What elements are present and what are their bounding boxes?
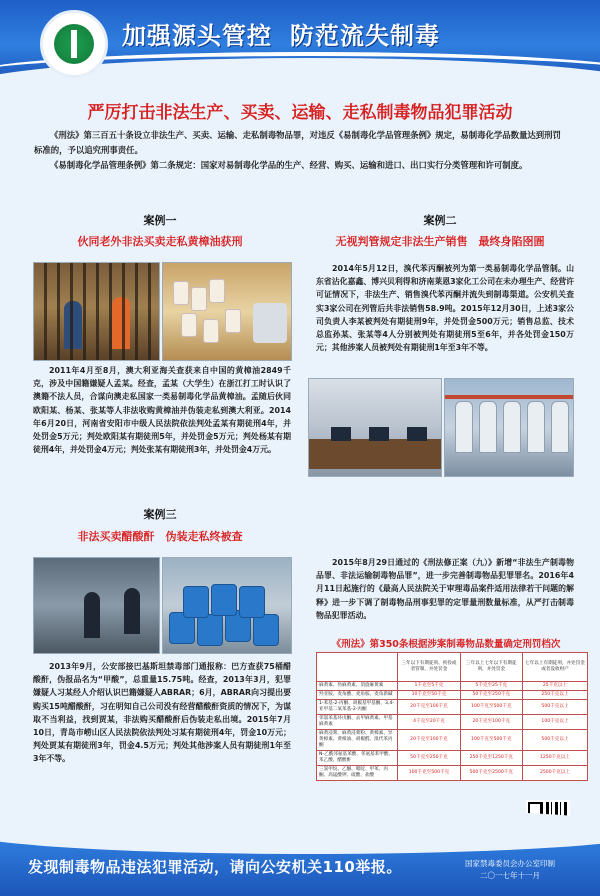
case-3-subtitle: 非法买卖醋酸酐 伪装走私终被查 xyxy=(77,530,243,543)
slogan-part-2: 防范流失制毒 xyxy=(290,21,440,50)
nncc-emblem-icon xyxy=(40,10,108,78)
table-row xyxy=(317,700,588,715)
issuer-info xyxy=(440,858,580,882)
table-cell: 500千克以上 xyxy=(522,700,587,715)
case-1-photo-bottles xyxy=(162,262,292,361)
table-cell: 2500千克以上 xyxy=(522,766,587,781)
table-cell: 5千克至25千克 xyxy=(460,682,522,691)
issuer-line-2: 二〇一七年十一月 xyxy=(480,871,540,880)
case-2-paragraph: 2014年5月12日，溴代苯丙酮被列为第一类易制毒化学品管制。山东省沾化嘉鑫、博兴贝利得和济南莱恩3家化工公司在未办理生产、经营许可证情况下，非法生产、销售溴代苯丙酮并流失到制毒渠道。公安机关查实3家公司在列管后共非法销售58.9吨。2015年12月30日，上述3家公司负责人李某被判处有期徒刑9年，并处罚金500万元；销售总监、技术总监孙某、张某等4人分别被判处有期徒刑5至6年，并各处罚金150万元；其他涉案人员被判处有期徒刑1年至3年不等。 xyxy=(316,264,574,353)
table-cell-substance: 麻黄素、伪麻黄素、消旋麻黄素 xyxy=(317,682,398,691)
page-title: 严厉打击非法生产、买卖、运输、走私制毒物品犯罪活动 xyxy=(87,103,513,123)
case-1-paragraph: 2011年4月至8月，澳大利亚海关查获来自中国的黄樟油2849千克，涉及中国籍嫌疑人孟某。经查，孟某（大学生）在浙江打工时认识了澳籍不法人员，合谋向澳走私国家一类易制毒化学品黄樟油。孟随后伙同欧阳某、杨某、张某等人非法收购黄樟油并伪装走私到澳大利亚。2014年6月20日，河南省安阳市中级人民法院依法判处孟某有期徒刑4年，并处罚金5万元；判处欧阳某有期徒刑5年，并处罚金5万元；判处杨某有期徒刑4年，并处罚金4万元；判处张某有期徒刑3年，并处罚金4万元。 xyxy=(33,366,291,455)
table-header-cell: 三年以上七年以下有期徒刑，并处罚金 xyxy=(460,653,522,682)
case-1-heading: 案例一 xyxy=(143,214,177,227)
amendment-text xyxy=(316,556,574,622)
case-2-photo-factory xyxy=(444,378,574,477)
table-cell-substance: 羟亚胺、麦角酸、麦角胺、麦角新碱 xyxy=(317,691,398,700)
penalty-table xyxy=(316,652,588,781)
case-3-heading: 案例三 xyxy=(143,508,177,521)
table-cell: 250千克以上 xyxy=(522,691,587,700)
case-1-photo-arrest xyxy=(33,262,160,361)
table-cell: 250千克至1250千克 xyxy=(460,751,522,766)
slogan-part-1: 加强源头管控 xyxy=(122,21,272,50)
intro-paragraph-1: 《刑法》第三百五十条设立非法生产、买卖、运输、走私制毒物品罪，对违反《易制毒化学品管理条例》规定，易制毒化学品数量达到刑罚标准的，予以追究刑事责任。 xyxy=(34,130,561,155)
table-cell: 20千克至100千克 xyxy=(398,730,460,751)
case-3-photo-suspect xyxy=(33,557,160,654)
footer-wave xyxy=(0,808,600,854)
table-cell-substance: 三氯甲烷、乙醚、哌啶、甲苯、丙酮、高锰酸钾、硫酸、盐酸 xyxy=(317,766,398,781)
table-row xyxy=(317,715,588,730)
table-title: 《刑法》第350条根据涉案制毒物品数量确定刑罚档次 xyxy=(331,639,561,650)
table-cell: 20千克至100千克 xyxy=(398,700,460,715)
case-2-heading: 案例二 xyxy=(423,214,457,227)
table-header-row xyxy=(317,653,588,682)
table-row xyxy=(317,682,588,691)
table-cell: 100千克至500千克 xyxy=(460,730,522,751)
table-cell: 10千克至50千克 xyxy=(398,691,460,700)
table-cell: 50千克至250千克 xyxy=(460,691,522,700)
table-row xyxy=(317,730,588,751)
issuer-line-1: 国家禁毒委员会办公室印制 xyxy=(465,859,555,868)
table-cell: 50千克至250千克 xyxy=(398,751,460,766)
intro-paragraph-2: 《易制毒化学品管理条例》第二条规定：国家对易制毒化学品的生产、经营、购买、运输和进口、出口实行分类管理和许可制度。 xyxy=(50,160,528,170)
case-3-text xyxy=(33,660,291,766)
table-row xyxy=(317,691,588,700)
case-3-paragraph: 2013年9月，公安部接巴基斯坦禁毒部门通报称：巴方查获75桶醋酸酐，伪报品名为“甲酸”，总重量15.75吨。经查，2013年3月，犯罪嫌疑人习某经人介绍认识巴籍嫌疑人ABRAR；6月，ABRAR向习提出要购买15吨醋酸酐，习在明知自己公司没有经营醋酸酐资质的情况下，为谋取不当利益，找到贾某，非法购买醋酸酐后伪装走私出境。2015年7月10日，青岛市崂山区人民法院依法判处习某有期徒刑4年，罚金10万元；判处贾某有期徒刑3年，罚金4.5万元；判处其他涉案人员有期徒刑1年至3年不等。 xyxy=(33,662,291,764)
case-1-text xyxy=(33,364,291,456)
table-cell-substance: 邻氯苯基环戊酮、去甲麻黄素、甲基麻黄素 xyxy=(317,715,398,730)
table-cell: 100千克至500千克 xyxy=(460,700,522,715)
case-2-photo-office xyxy=(308,378,442,477)
table-cell-substance: 麻黄浸膏、麻黄浸膏粉、黄樟素、异黄樟素、黄樟油、胡椒醛、溴代苯丙酮 xyxy=(317,730,398,751)
emblem-center-icon xyxy=(54,24,94,64)
case-1-subtitle: 伙同老外非法买卖走私黄樟油获刑 xyxy=(77,235,243,248)
table-header-cell xyxy=(317,653,398,682)
footer-slogan: 发现制毒物品违法犯罪活动，请向公安机关110举报。 xyxy=(28,858,402,876)
table-cell: 1千克至5千克 xyxy=(398,682,460,691)
table-cell: 25千克以上 xyxy=(522,682,587,691)
intro-text xyxy=(34,128,568,173)
table-cell: 1250千克以上 xyxy=(522,751,587,766)
case-3-photo-barrels xyxy=(162,557,292,654)
table-row xyxy=(317,751,588,766)
table-cell: 4千克至20千克 xyxy=(398,715,460,730)
table-cell-substance: N-乙酰邻氨基苯酸、邻氨基苯甲酸、苯乙酸、醋酸酐 xyxy=(317,751,398,766)
case-2-subtitle: 无视判管规定非法生产销售 最终身陷囹圄 xyxy=(335,235,545,248)
header-slogan xyxy=(122,16,440,51)
table-cell-substance: 1-苯基-2-丙酮、胡椒基甲基酮、3,4-亚甲基二氧苯基-2-丙酮 xyxy=(317,700,398,715)
amendment-paragraph: 2015年8月29日通过的《刑法修正案（九）》新增“非法生产制毒物品罪、非法运输制毒物品罪”，进一步完善制毒物品犯罪罪名。2016年4月11日起施行的《最高人民法院关于审理毒品案件适用法律若干问题的解释》进一步下调了制毒物品刑事犯罪的定罪量刑数量标准，从严打击制毒物品犯罪活动。 xyxy=(316,558,574,620)
table-cell: 100千克至500千克 xyxy=(398,766,460,781)
case-2-text xyxy=(316,262,574,354)
table-cell: 100千克以上 xyxy=(522,715,587,730)
table-header-cell: 三年以下有期徒刑、拘役或者管制，并处罚金 xyxy=(398,653,460,682)
table-cell: 500千克以上 xyxy=(522,730,587,751)
table-row xyxy=(317,766,588,781)
table-cell: 500千克至2500千克 xyxy=(460,766,522,781)
table-header-cell: 七年以上有期徒刑，并处罚金或者没收财产 xyxy=(522,653,587,682)
table-cell: 20千克至100千克 xyxy=(460,715,522,730)
